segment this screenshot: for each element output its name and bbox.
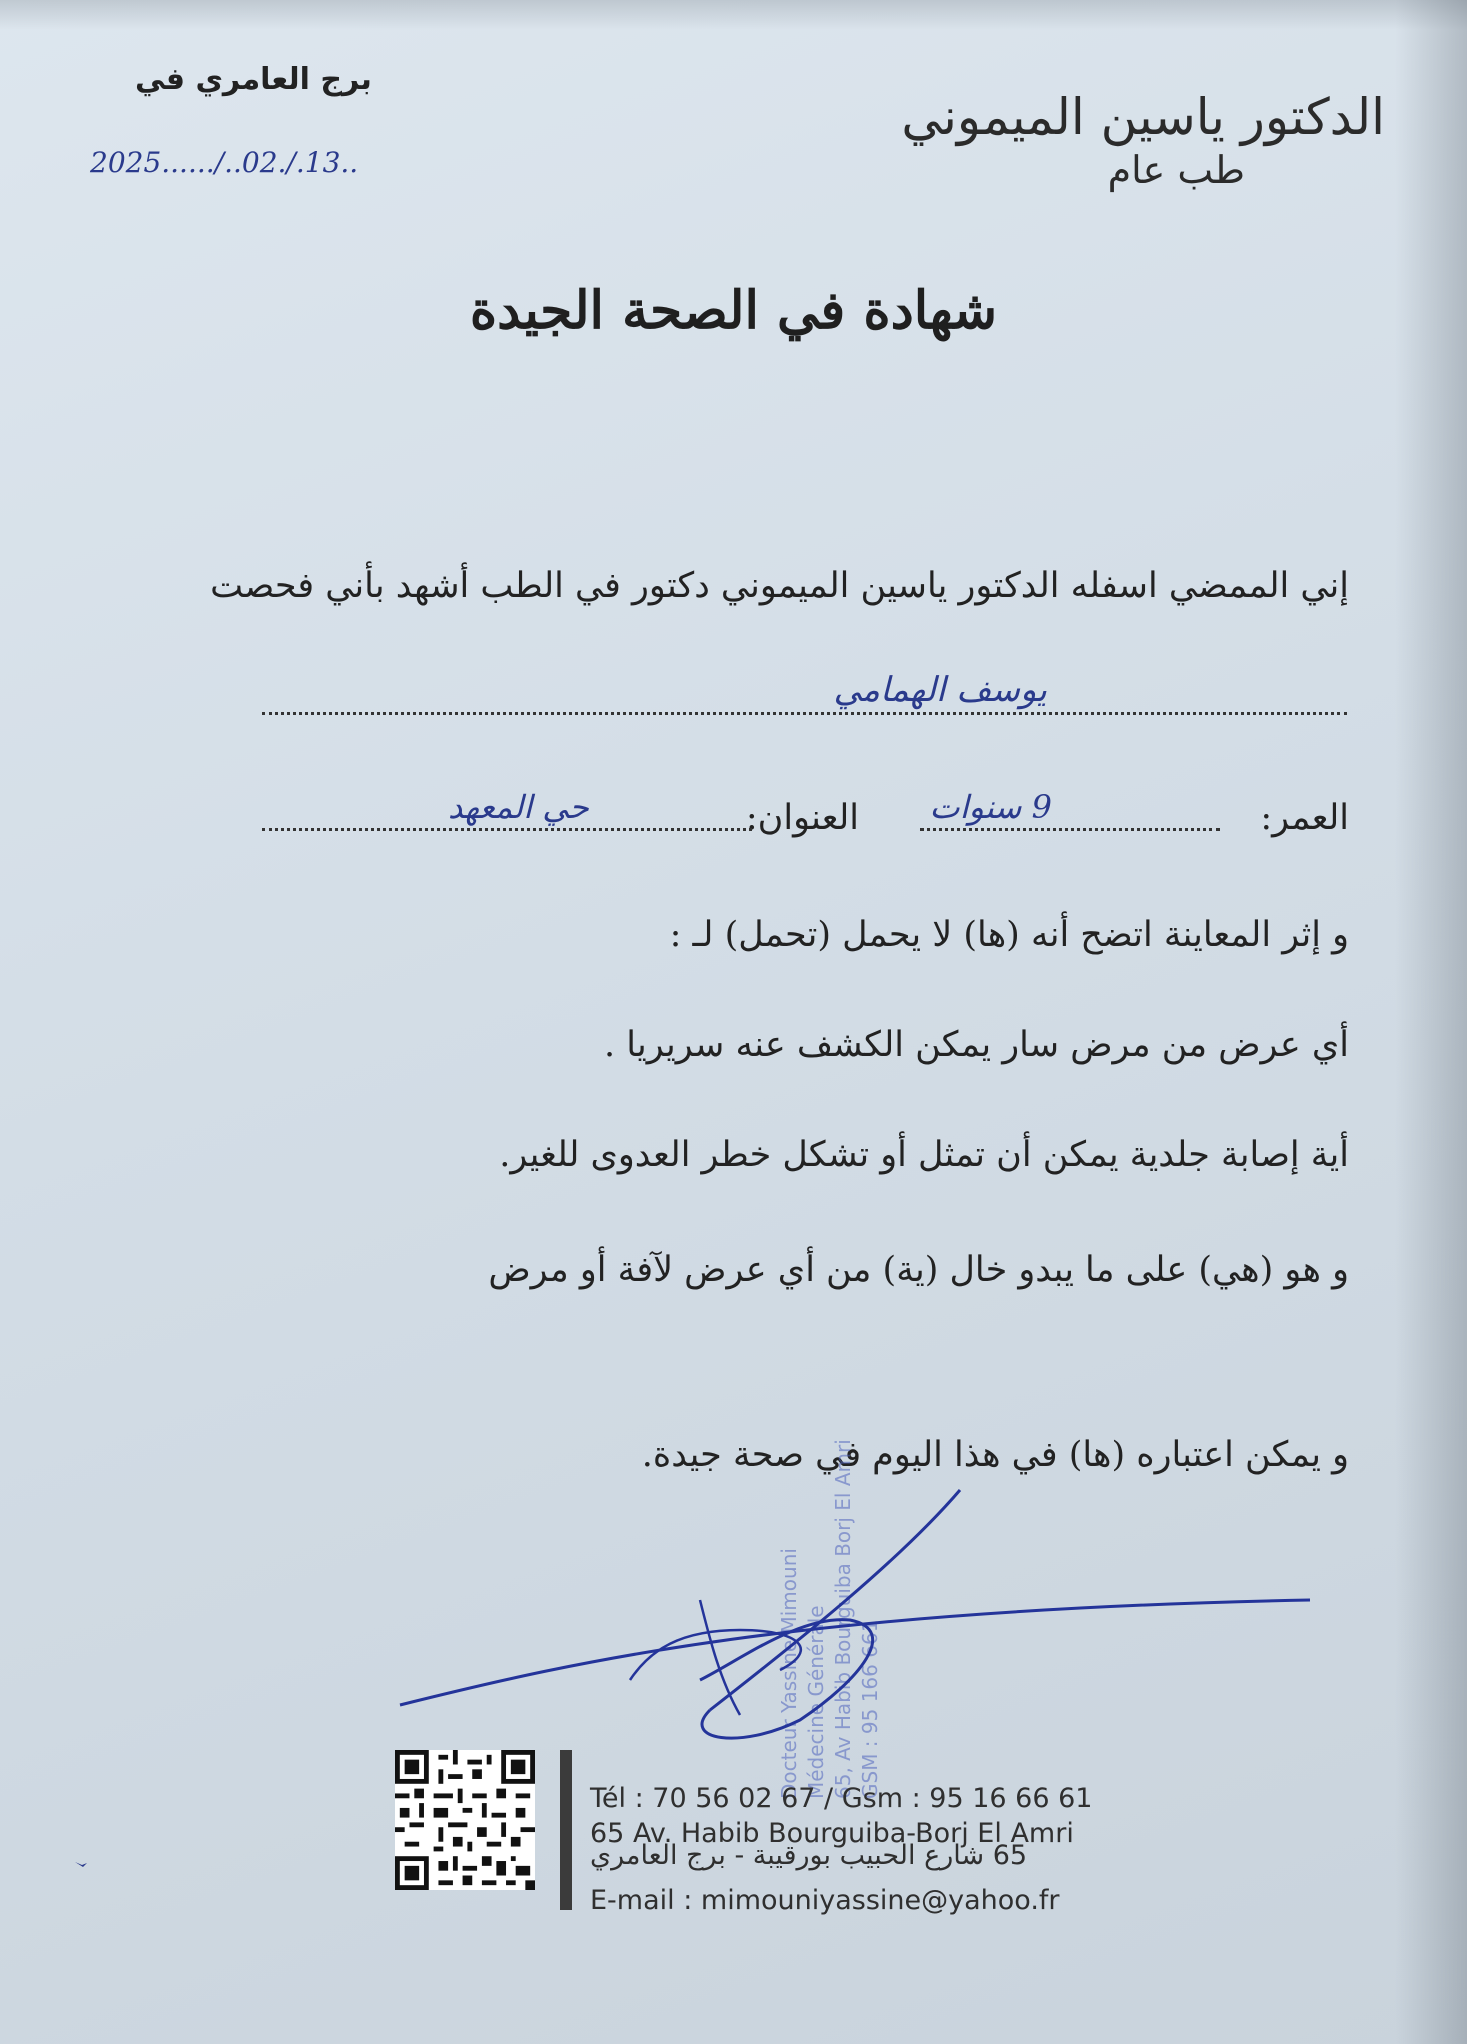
ink-speck (74, 1860, 88, 1870)
place-label: برج العامري في (135, 62, 372, 97)
stamp-line-4: GSM : 95 166 661 (858, 1619, 882, 1799)
patient-name: يوسف الهمامي (833, 670, 1047, 710)
certificate-title: شهادة في الصحة الجيدة (469, 280, 998, 341)
footer-phone: Tél : 70 56 02 67 / Gsm : 95 16 66 61 (590, 1783, 1093, 1814)
finding-item-1: أي عرض من مرض سار يمكن الكشف عنه سريريا . (604, 1025, 1349, 1065)
finding-item-2: أية إصابة جلدية يمكن أن تمثل أو تشكل خطر العدوى للغير. (499, 1135, 1349, 1175)
patient-age: 9 سنوات (929, 788, 1052, 826)
doctor-signature (380, 1480, 1320, 1740)
stamp-line-3: 65, Av Habib Bourguiba Borj El Amri (831, 1439, 855, 1799)
address-label: العنوان: (745, 798, 859, 838)
finding-item-3: و هو (هي) على ما يبدو خال (ية) من أي عرض لآفة أو مرض (488, 1250, 1349, 1290)
stamp-line-1: Docteur Yassine Mimouni (777, 1548, 801, 1799)
doctor-name: الدكتور ياسين الميموني (901, 88, 1385, 146)
intro-statement: إني الممضي اسفله الدكتور ياسين الميموني دكتور في الطب أشهد بأني فحصت (210, 566, 1349, 606)
age-label: العمر: (1260, 798, 1349, 838)
footer-email: E-mail : mimouniyassine@yahoo.fr (590, 1885, 1060, 1916)
patient-address: حي المعهد (448, 788, 589, 826)
patient-name-dotted-line (262, 712, 1347, 715)
doctor-specialty: طب عام (1107, 148, 1245, 192)
certificate-date: 2025....../..02./.13.. (90, 146, 359, 179)
footer-address-fr: 65 Av. Habib Bourguiba-Borj El Amri (590, 1818, 1074, 1849)
footer-address-ar: 65 شارع الحبيب بورقيبة - برج العامري (590, 1840, 1028, 1871)
stamp-line-2: Médecine Générale (804, 1605, 828, 1799)
paper-top-shadow (0, 0, 1467, 30)
qr-code-icon (395, 1750, 535, 1890)
footer-divider-bar (560, 1750, 572, 1910)
finding-intro: و إثر المعاينة اتضح أنه (ها) لا يحمل (تحمل) لـ : (669, 915, 1349, 955)
conclusion-statement: و يمكن اعتباره (ها) في هذا اليوم في صحة جيدة. (641, 1435, 1349, 1475)
age-dotted-line (920, 828, 1220, 831)
address-dotted-line (262, 828, 752, 831)
